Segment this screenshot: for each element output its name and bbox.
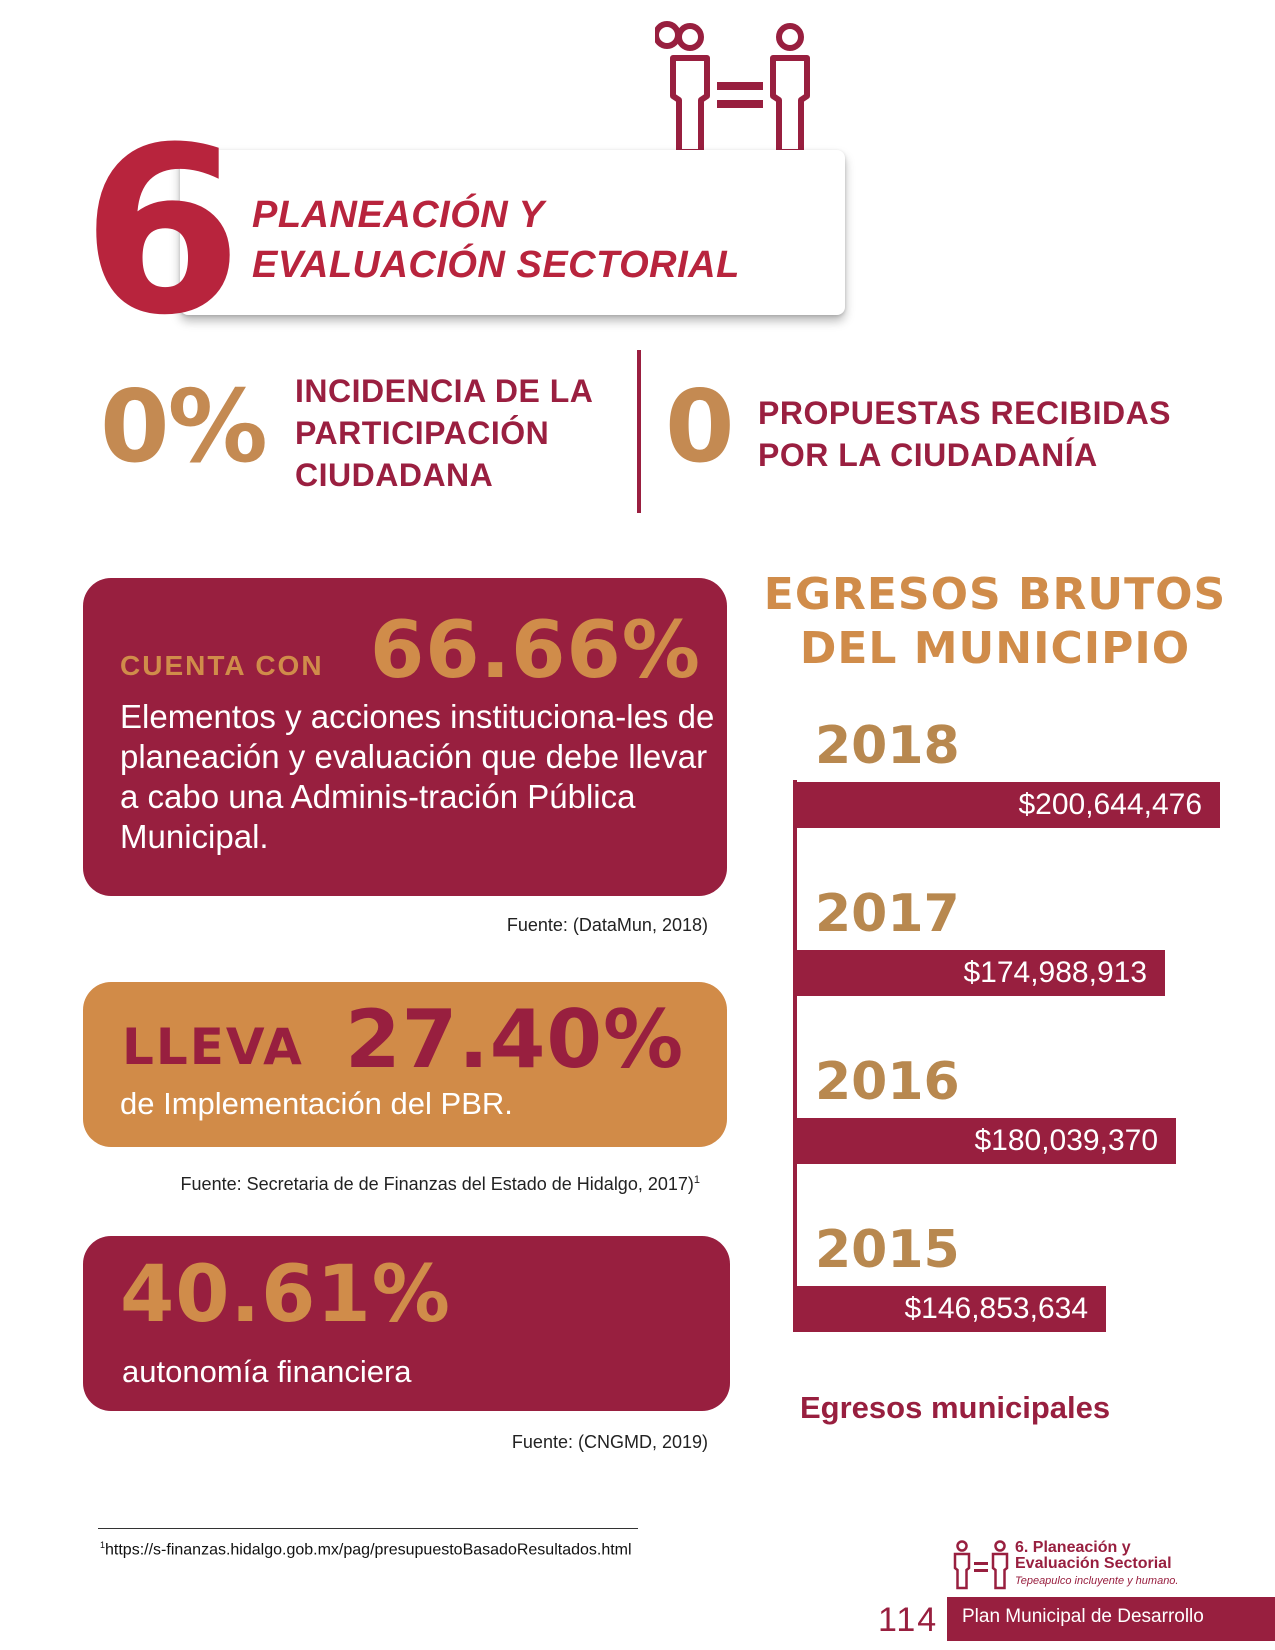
- participation-label: INCIDENCIA DE LA PARTICIPACIÓN CIUDADANA: [295, 373, 593, 493]
- card-2-footnote-marker: 1: [693, 1174, 700, 1186]
- two-people-equals-icon: [950, 1540, 1012, 1590]
- card-1-value: 66.66%: [370, 606, 701, 696]
- two-people-equals-icon: [655, 20, 825, 160]
- bar-2017: [793, 950, 1165, 996]
- year-label-2017: 2017: [815, 884, 960, 944]
- section-title-line1: PLANEACIÓN Y: [252, 194, 545, 236]
- card-1-prefix: CUENTA CON: [120, 650, 324, 681]
- card-3-value: 40.61%: [120, 1250, 451, 1340]
- card-2-source: Fuente: Secretaria de de Finanzas del Estado de Hidalgo, 2017)$^1$: [180, 1174, 700, 1194]
- bar-2018: [793, 782, 1220, 828]
- section-number: 6: [82, 99, 235, 366]
- bar-value-label-2015: $146,853,634: [904, 1292, 1088, 1325]
- proposals-label: PROPUESTAS RECIBIDAS POR LA CIUDADANÍA: [758, 395, 1172, 473]
- card-3-description: autonomía financiera: [122, 1354, 412, 1389]
- participation-value: 0%: [100, 368, 266, 485]
- year-label-2016: 2016: [815, 1052, 960, 1112]
- stats-divider: [637, 350, 641, 513]
- chart-title: EGRESOS BRUTOS DEL MUNICIPIO: [763, 569, 1227, 674]
- footer-section-title: 6. Planeación y Evaluación Sectorial: [1015, 1539, 1172, 1572]
- card-1-description: Elementos y acciones instituciona-les de planeación y evaluación que debe llevar a cabo una Adminis-tración Pública Municipal.: [120, 698, 715, 855]
- section-title: [252, 190, 740, 290]
- bar-value-label-2018: $200,644,476: [1018, 788, 1202, 821]
- card-2-value: 27.40%: [345, 993, 685, 1086]
- footer-tagline: Tepeapulco incluyente y humano.: [1015, 1575, 1179, 1587]
- card-1-source: Fuente: (DataMun, 2018): [506, 915, 708, 935]
- card-2-description: de Implementación del PBR.: [120, 1086, 513, 1121]
- footnote-marker: 1: [100, 1540, 106, 1550]
- section-title-line2: EVALUACIÓN SECTORIAL: [252, 244, 740, 286]
- year-label-2015: 2015: [815, 1220, 960, 1280]
- chart-caption: Egresos municipales: [800, 1390, 1111, 1425]
- bar-value-label-2017: $174,988,913: [963, 956, 1147, 989]
- page-number: 114: [878, 1601, 939, 1639]
- bar-2016: [793, 1118, 1176, 1164]
- chart-axis-line: [793, 780, 797, 1332]
- footnote-rule: [98, 1528, 638, 1529]
- footnote-link[interactable]: https://s-finanzas.hidalgo.gob.mx/pag/presupuestoBasadoResultados.html: [105, 1541, 632, 1559]
- year-label-2018: 2018: [815, 716, 960, 776]
- bar-2015: [793, 1286, 1106, 1332]
- card-2-prefix: LLEVA: [122, 1018, 304, 1076]
- footnote: [100, 1540, 632, 1559]
- proposals-value: 0: [665, 368, 735, 485]
- card-3-source: Fuente: (CNGMD, 2019): [511, 1432, 708, 1452]
- bar-value-label-2016: $180,039,370: [974, 1124, 1158, 1157]
- document-title: Plan Municipal de Desarrollo: [962, 1606, 1204, 1627]
